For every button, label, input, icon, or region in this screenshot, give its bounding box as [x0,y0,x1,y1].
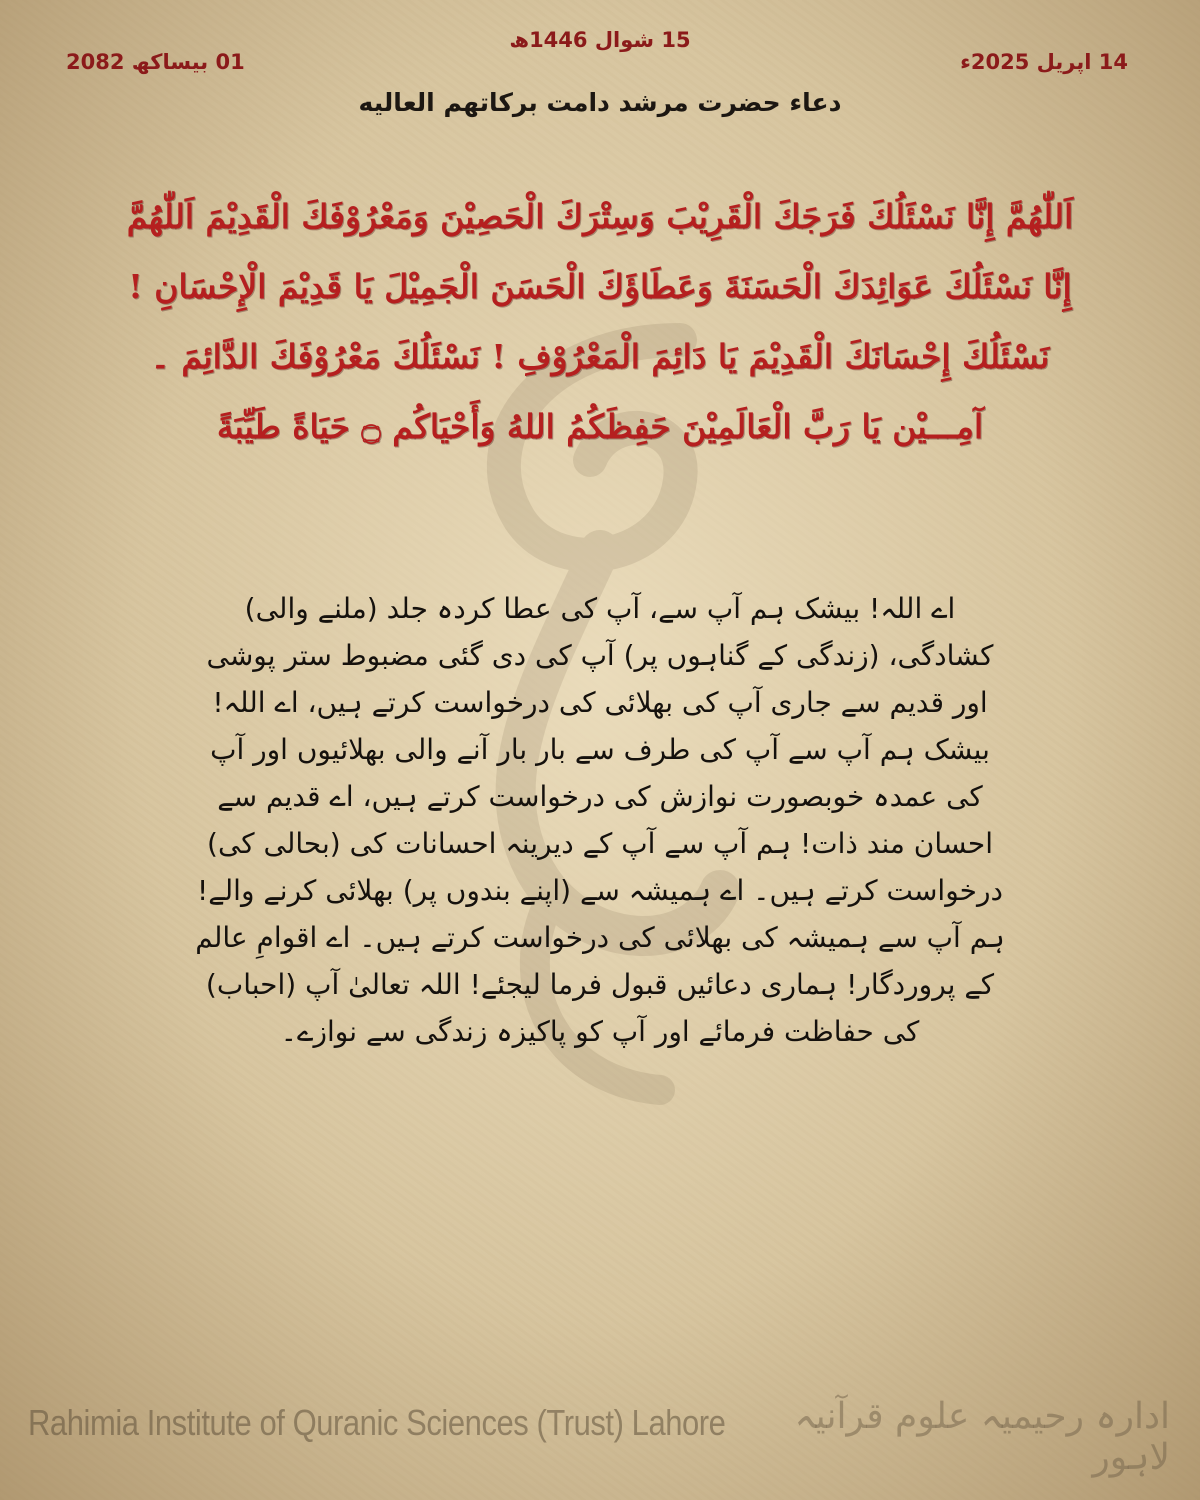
arabic-dua-text: اَللّٰهُمَّ إِنَّا نَسْئَلُكَ فَرَجَكَ الْقَرِيْبَ وَسِتْرَكَ الْحَصِيْنَ وَمَعْرُوْفَكَ الْقَدِيْمَ اَللّٰهُمَّ إِنَّا نَسْئَلُكَ عَوَائِدَكَ الْحَسَنَةَ وَعَطَاؤَكَ الْحَسَنَ الْجَمِيْلَ يَا قَدِيْمَ الْإِحْسَانِ ! نَسْئَلُكَ إِحْسَانَكَ الْقَدِيْمَ يَا دَائِمَ الْمَعْرُوْفِ ! نَسْئَلُكَ مَعْرُوْفَكَ الدَّائِمَ ۔ آمِـــيْن يَا رَبَّ الْعَالَمِيْنَ حَفِظَكُمُ اللهُ وَأَحْيَاكُم ۝ حَيَاةً طَيِّبَةً [126,197,1074,446]
urdu-translation-text: اے اللہ! بیشک ہم آپ سے، آپ کی عطا کردہ جلد (ملنے والی) کشادگی، (زندگی کے گناہوں پر) آپ کی دی گئی مضبوط ستر پوشی اور قدیم سے جاری آپ کی بھلائی کی درخواست کرتے ہیں، اے اللہ! بیشک ہم آپ سے آپ کی طرف سے بار بار آنے والی بھلائیوں اور آپ کی عمدہ خوبصورت نوازش کی درخواست کرتے ہیں، اے قدیم سے احسان مند ذات! ہم آپ سے آپ کے دیرینہ احسانات کی (بحالی کی) درخواست کرتے ہیں۔ اے ہمیشہ سے (اپنے بندوں پر) بھلائی کرنے والے! ہم آپ سے ہمیشہ کی بھلائی کی درخواست کرتے ہیں۔ اے اقوامِ عالم کے پروردگار! ہماری دعائیں قبول فرما لیجئے! اللہ تعالیٰ آپ (احباب) کی حفاظت فرمائے اور آپ کو پاکیزہ زندگی سے نوازے۔ [195,592,1005,1048]
page-title: دعاء حضرت مرشد دامت برکاتهم العالیه [358,88,842,117]
date-hijri: 15 شوال 1446ھ [509,28,691,52]
date-gregorian: 14 اپریل 2025ء [960,50,1128,74]
date-bikrami: 01 بیساکھ 2082 [66,50,245,74]
institute-name-urdu: ادارہ رحیمیہ علوم قرآنیہ لاہور [794,1396,1170,1478]
institute-name-english: Rahimia Institute of Quranic Sciences (Trust) Lahore [28,1402,726,1443]
